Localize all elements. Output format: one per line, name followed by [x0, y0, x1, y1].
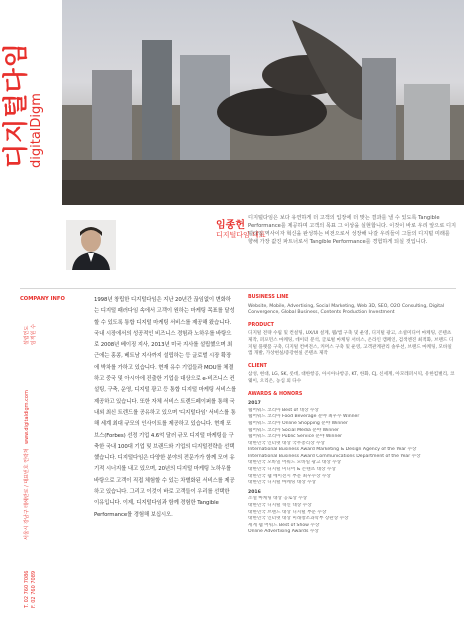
sidebar-founded: 설립연도 [24, 325, 30, 345]
sidebar-phone: T. 02 760 7086 [24, 570, 30, 608]
award-year: 2016 [248, 489, 261, 495]
award-item: International Business Award Communications Department of the Year 수상 [248, 453, 421, 459]
ceo-name: 임종헌 [216, 220, 245, 231]
award-item: International Business Award Marketing & Design Agency of the Year 수상 [248, 447, 417, 453]
client-heading: CLIENT [248, 363, 267, 369]
award-item: 대한민국 디지털 마케팅 대상 수상 [248, 480, 316, 486]
hero-photo [62, 0, 464, 205]
awards-heading: AWARDS & HONORS [248, 391, 303, 397]
ceo-title: 디지털다임 대표 [216, 231, 266, 239]
award-item: 웹어워드 코리아 Public Service 분야 Winner [248, 434, 343, 440]
business-text: Website, Mobile, Advertising, Social Marketing, Web 3D, SEO, O2O Consulting, Digital Convergence, Global Business, Contents Production Investment [248, 303, 445, 316]
product-text: 디지털 전략 수립 및 컨설팅, UX/UI 설계, 웹/앱 구축 및 운영, 디지털 광고, 소셜미디어 마케팅, 콘텐츠 제작, 퍼포먼스 마케팅, 데이터 분석, 글로벌 마케팅 서비스, 온라인 캠페인, 검색엔진 최적화, 브랜드 디지털 플랫폼 구축, 디지털 컨버전스, 커머스 구축 및 운영, 고객관계관리 솔루션, 브랜드 마케팅, 모바일 앱 개발, 가상현실/증강현실 콘텐츠 제작 [248, 331, 454, 357]
sidebar-label: COMPANY INFO [20, 296, 65, 302]
sidebar-website: www.digitaldigm.com [24, 390, 30, 444]
body-text: 1998년 창립한 디지털다임은 지난 20년간 끊임없이 변화하는 디지털 패러다임 속에서 고객이 원하는 마케팅 목표를 달성할 수 있도록 통합 디지털 마케팅 서비스를 제공해 왔습니다. 국내 시장에서의 성공적인 비즈니스 경험과 노하우를 바탕으로 2008년 베이징 지사, 2013년 미국 지사를 설립했으며 최근에는 홍콩, 베트남 지사까지 설립하는 등 글로벌 시장 확장에 박차를 가하고 있습니다. 현재 유수 기업들과 MOU를 체결하고 중국 및 아시아에 진출한 기업을 대상으로 e-비즈니스 컨설팅, 구축, 운영, 디지털 광고 등 통합 디지털 마케팅 서비스를 제공하고 있습니다. 또한 자체 서비스 트렌드페이퍼를 통해 국내외 최신 트렌드를 공유하고 있으며 '디지털다임' 서비스를 통해 세계 최대 규모의 인사이트를 제공하고 있습니다. 현재 포브스(Forbes) 선정 기업 4.6억 달러 규모 디지털 마케팅을 구축한 국내 100대 기업 및 브랜드와 기업의 디지털전략을 선택했습니다. 디지털다임은 다양한 분야의 전문가가 함께 모여 유기적 시너지를 내고 있으며, 20년의 디지털 마케팅 노하우를 바탕으로 고객이 직접 체험할 수 있는 차별화된 서비스를 제공하고 있습니다. 그리고 이것이 바로 고객들이 우리를 선택한 이유입니다. 이제, 디지털다임과 함께 경험한 Tangible Performance를 경험해 보십시오. [94, 297, 236, 518]
award-item: 웹어워드 코리아 Food Beverage 분야 최우수 Winner [248, 414, 360, 420]
award-item: Online Advertising Awards 수상 [248, 529, 319, 535]
client-text: 삼성, 현대, LG, SK, 롯데, 대한항공, 아시아나항공, KT, 한화, CJ, 신세계, 아모레퍼시픽, 유한킴벌리, 코웨이, 오리온, 농심 외 다수 [248, 372, 455, 384]
sidebar-employees: 임직원 수 [31, 324, 37, 345]
award-year: 2017 [248, 401, 261, 407]
product-heading: PRODUCT [248, 322, 274, 328]
sidebar-address: 서울시 강남구 테헤란로 / 대표번호 연락처 [24, 448, 30, 540]
award-item: 대한민국 디지털 미디어 & 콘텐츠 대상 수상 [248, 467, 336, 473]
sidebar-fax: F. 02 760 7089 [31, 570, 37, 608]
brand-subtitle: digitalDigm [29, 93, 44, 168]
award-item: 웹어워드 코리아 Online Shopping 분야 Winner [248, 420, 348, 426]
business-heading: BUSINESS LINE [248, 295, 289, 300]
award-item: 세계 웹 어워드 Best of Show 수상 [248, 522, 320, 528]
award-item: 대한민국 웹 에이전시 부문 최우수상 수상 [248, 473, 331, 479]
award-item: 대한민국 모바일 어워드 모바일 광고 대상 수상 [248, 460, 342, 466]
award-item: 대한민국 인터넷 대상 미래창조과학부 장관상 수상 [248, 516, 349, 522]
award-item: 웹어워드 코리아 Social Media 분야 Winner [248, 427, 339, 433]
divider [20, 288, 456, 289]
award-item: 대한민국 인터넷 대상 국무총리상 수상 [248, 440, 325, 446]
intro-paragraph: 디지털다임은 보다 유연하게 더 고객의 입장에 더 맞는 결과를 낼 수 있도록 Tangible Performance를 제공하며 고객의 목표 그 이상을 실현합니다. 이것이 바로 우리 앞으로 디지털다임 역사이자 혁신을 완성하는 비전으로서 성장해 나갈 우리들이 그들의 디지털 미래를 향해 가장 값진 파트너로서 Tangible Performance를 경험하게 되실 것입니다. [248, 215, 457, 245]
ceo-portrait [66, 220, 116, 270]
award-item: 대한민국 브랜드 대상 디지털 부문 수상 [248, 509, 327, 515]
right-column [248, 295, 456, 536]
award-item: 웹어워드 코리아 Best of 대상 수상 [248, 407, 319, 413]
award-item: 대한민국 디지털 혁신 대상 수상 [248, 503, 312, 509]
brand-title: 디지털다임 [1, 42, 30, 168]
award-item: 소셜 마케팅 대상 공로상 수상 [248, 496, 308, 502]
